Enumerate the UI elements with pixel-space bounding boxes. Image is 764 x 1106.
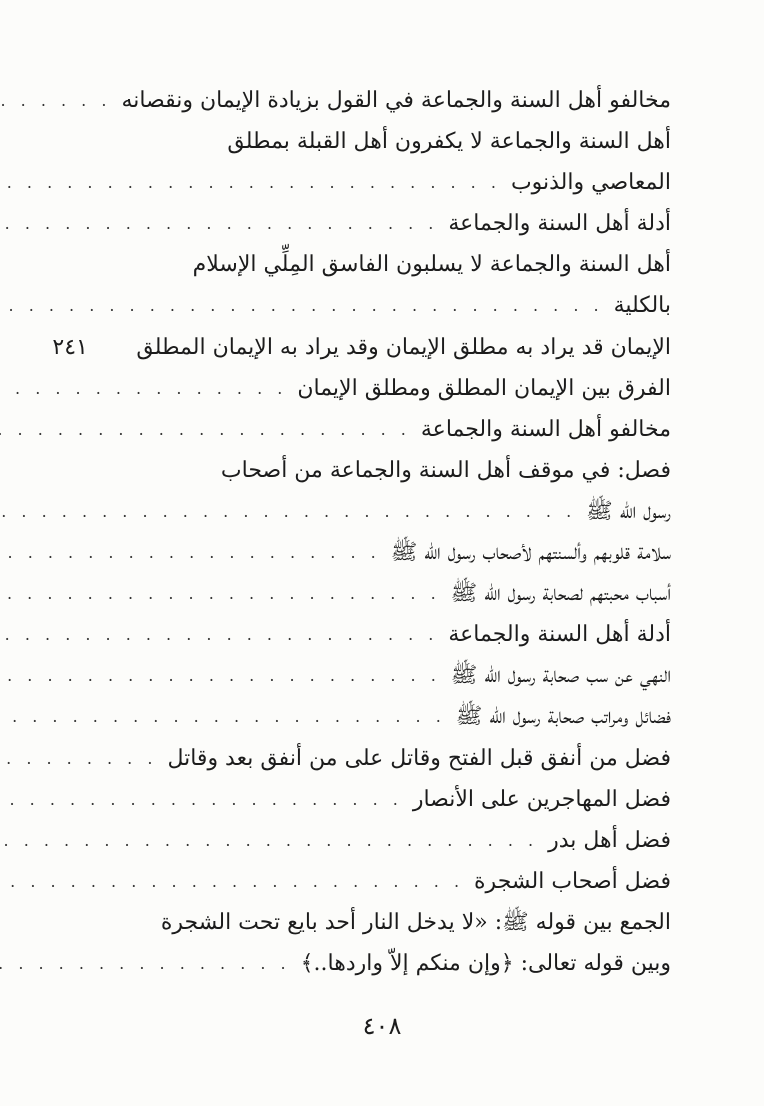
leader-dots — [0, 820, 548, 861]
toc-entry — [96, 409, 671, 450]
leader-dots — [0, 861, 474, 902]
toc-entry — [96, 121, 671, 162]
toc-entry-title: فصل: في موقف أهل السنة والجماعة من أصحاب — [220, 457, 671, 483]
toc-entry-title: فضل أهل بدر — [548, 827, 671, 853]
toc-entry — [96, 162, 671, 203]
leader-dots — [0, 614, 448, 655]
leader-dots — [0, 573, 451, 614]
leader-dots — [0, 696, 456, 737]
toc-entry — [96, 450, 671, 491]
toc-entry — [96, 696, 671, 737]
toc-entry-title: وبين قوله تعالى: ﴿وإن منكم إلاّ واردها..﴾ — [300, 950, 671, 976]
toc-entry — [96, 491, 671, 532]
toc-entry — [96, 614, 671, 655]
leader-dots — [0, 203, 448, 244]
leader-dots — [0, 779, 413, 820]
toc-entry-title: أدلة أهل السنة والجماعة — [448, 211, 671, 237]
toc-entry-page: ٢٤١ — [52, 334, 88, 360]
toc-entry-title: أهل السنة والجماعة لا يكفرون أهل القبلة بمطلق — [227, 129, 671, 155]
toc-entry-title: الإيمان قد يراد به مطلق الإيمان وقد يراد به الإيمان المطلق — [136, 334, 671, 360]
toc-entry — [96, 820, 671, 861]
toc-entry-title: سلامة قلوبهم وألسنتهم لأصحاب رسول الله ﷺ — [390, 540, 671, 566]
toc-entry-title: بالكلية — [613, 293, 671, 319]
leader-dots — [0, 409, 421, 450]
toc-entry — [96, 285, 671, 326]
toc-entry-title: فضائل ومراتب صحابة رسول الله ﷺ — [455, 704, 671, 730]
leader-dots — [0, 943, 301, 984]
toc-entry-title: مخالفو أهل السنة والجماعة في القول بزيادة الإيمان ونقصانه — [121, 88, 671, 113]
leader-dots — [0, 285, 614, 326]
toc-entry — [96, 655, 671, 696]
toc-entry-title: مخالفو أهل السنة والجماعة — [420, 416, 671, 442]
toc-entry-title: فضل أصحاب الشجرة — [474, 868, 671, 894]
toc-entry-title: فضل من أنفق قبل الفتح وقاتل على من أنفق بعد وقاتل — [167, 745, 671, 771]
toc-entry — [96, 532, 671, 573]
toc-entry — [96, 244, 671, 285]
toc-entry-title: الفرق بين الإيمان المطلق ومطلق الإيمان — [297, 375, 671, 401]
leader-dots — [0, 80, 121, 121]
leader-dots — [0, 162, 511, 203]
toc-entry-title: أدلة أهل السنة والجماعة — [448, 622, 671, 648]
toc-entry — [96, 738, 671, 779]
toc-entry — [96, 203, 671, 244]
leader-dots — [0, 491, 586, 532]
toc-entry-title: أسباب محبتهم لصحابة رسول الله ﷺ — [450, 581, 671, 607]
toc-entry — [96, 943, 671, 984]
leader-dots — [0, 738, 167, 779]
toc-entry-title: رسول الله ﷺ — [586, 498, 671, 524]
toc-entry — [96, 902, 671, 943]
toc-entry — [96, 368, 671, 409]
toc-entry-title: المعاصي والذنوب — [510, 170, 671, 196]
toc-entry-title: النهي عن سب صحابة رسول الله ﷺ — [450, 663, 671, 689]
table-of-contents — [52, 80, 671, 984]
toc-entry — [96, 80, 671, 121]
toc-entry — [96, 573, 671, 614]
leader-dots — [0, 532, 391, 573]
toc-entry-title: الجمع بين قوله ﷺ: «لا يدخل النار أحد بايع تحت الشجرة — [160, 909, 671, 935]
toc-entry-title: أهل السنة والجماعة لا يسلبون الفاسق المِلِّي الإسلام — [192, 252, 671, 278]
toc-entry-title: فضل المهاجرين على الأنصار — [412, 786, 671, 812]
toc-entry — [96, 861, 671, 902]
toc-entry — [52, 327, 671, 368]
leader-dots — [0, 368, 297, 409]
toc-entry — [96, 779, 671, 820]
page-number: ٤٠٨ — [362, 1012, 402, 1040]
leader-dots — [0, 655, 451, 696]
